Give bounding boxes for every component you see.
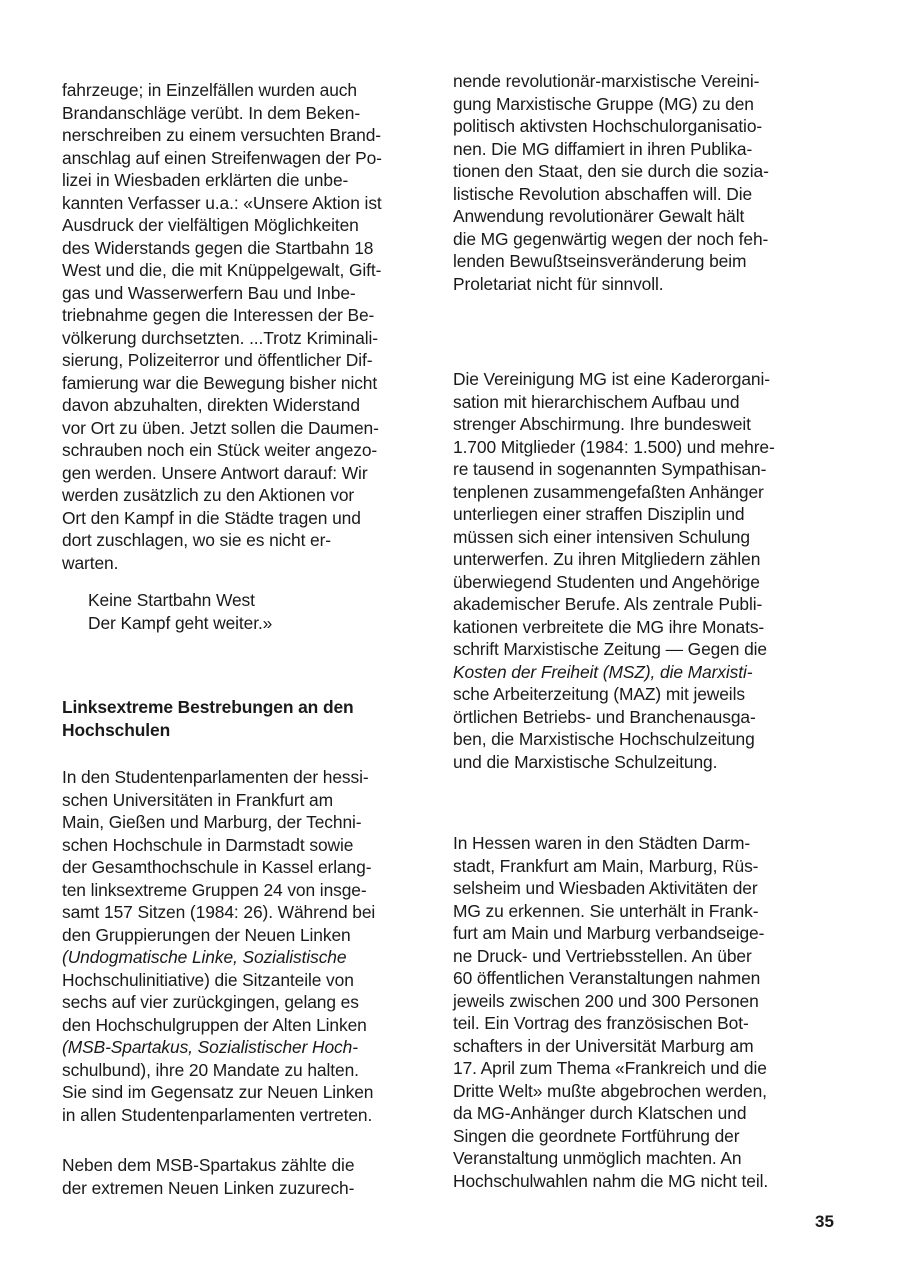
text-line: da MG-Anhänger durch Klatschen und — [453, 1103, 747, 1123]
text-line: sation mit hierarchischem Aufbau und — [453, 391, 740, 412]
text-line: famierung war die Bewegung bisher nicht — [62, 372, 378, 393]
text-line: Proletariat nicht für sinnvoll. — [453, 273, 664, 294]
text-line: Brandanschläge verübt. In dem Beken- — [62, 102, 361, 123]
text-line: den Gruppierungen der Neuen Linken — [62, 924, 351, 945]
text-line: unterwerfen. Zu ihren Mitgliedern zählen — [453, 549, 761, 569]
text-line: (Undogmatische Linke, Sozialistische — [62, 947, 347, 967]
quote-line: Der Kampf geht weiter.» — [88, 612, 273, 633]
page-number: 35 — [815, 1212, 834, 1231]
text-line: kannten Verfasser u.a.: «Unsere Aktion ist — [62, 192, 382, 213]
text-line: gas und Wasserwerfern Bau und Inbe- — [62, 282, 356, 303]
text-line: schulbund), ihre 20 Mandate zu halten. — [62, 1059, 359, 1080]
text-line: 60 öffentlichen Veranstaltungen nahmen — [453, 968, 761, 988]
right-paragraph-2 — [453, 368, 829, 773]
text-line: strenger Abschirmung. Ihre bundesweit — [453, 414, 751, 434]
text-line: schrauben noch ein Stück weiter angezo- — [62, 440, 378, 460]
left-paragraph-2 — [62, 766, 419, 1126]
text-line: schen Universitäten in Frankfurt am — [62, 789, 333, 810]
text-line: furt am Main und Marburg verbandseige- — [453, 923, 765, 943]
text-line: tionen den Staat, den sie durch die sozia- — [453, 161, 769, 181]
text-line: des Widerstands gegen die Startbahn 18 — [62, 237, 374, 258]
text-line: ben, die Marxistische Hochschulzeitung — [453, 729, 755, 749]
text-line: re tausend in sogenannten Sympathisan- — [453, 459, 767, 479]
text-line: Neben dem MSB-Spartakus zählte die — [62, 1155, 355, 1175]
text-line: Kosten der Freiheit (MSZ), die Marxisti- — [453, 661, 753, 682]
quote-block — [62, 589, 445, 634]
text-line: kationen verbreitete die MG ihre Monats- — [453, 616, 765, 637]
text-line: müssen sich einer intensiven Schulung — [453, 526, 750, 547]
text-line: triebnahme gegen die Interessen der Be- — [62, 305, 375, 325]
text-line: nende revolutionär-marxistische Vereini- — [453, 71, 760, 91]
text-line: Anwendung revolutionärer Gewalt hält — [453, 206, 745, 226]
left-paragraph-3 — [62, 1154, 419, 1199]
text-line: samt 157 Sitzen (1984: 26). Während bei — [62, 902, 376, 922]
text-line: Main, Gießen und Marburg, der Techni- — [62, 812, 362, 832]
text-line: davon abzuhalten, direkten Widerstand — [62, 395, 360, 415]
text-line: der Gesamthochschule in Kassel erlang- — [62, 857, 372, 877]
text-line: und die Marxistische Schulzeitung. — [453, 751, 718, 772]
text-line: ne Druck- und Vertriebsstellen. An über — [453, 945, 752, 966]
text-line: nen. Die MG diffamiert in ihren Publika- — [453, 138, 753, 159]
text-line: fahrzeuge; in Einzelfällen wurden auch — [62, 80, 357, 100]
text-line: Hochschulinitiative) die Sitzanteile von — [62, 969, 354, 990]
text-line: unterliegen einer straffen Disziplin und — [453, 504, 745, 524]
text-line: listische Revolution abschaffen will. Die — [453, 183, 753, 204]
text-line: Die Vereinigung MG ist eine Kaderorgani- — [453, 369, 770, 389]
heading-line: Linksextreme Bestrebungen an den — [62, 697, 354, 717]
text-line: In den Studentenparlamenten der hessi- — [62, 767, 369, 787]
text-line: sche Arbeiterzeitung (MAZ) mit jeweils — [453, 684, 745, 704]
text-line: Sie sind im Gegensatz zur Neuen Linken — [62, 1082, 374, 1102]
text-line: stadt, Frankfurt am Main, Marburg, Rüs- — [453, 855, 759, 876]
text-line: Ausdruck der vielfältigen Möglichkeiten — [62, 215, 359, 235]
text-line: tenplenen zusammengefaßten Anhänger — [453, 481, 764, 502]
text-line: jeweils zwischen 200 und 300 Personen — [453, 990, 759, 1011]
text-line: schafters in der Universität Marburg am — [453, 1035, 754, 1056]
text-line: sierung, Polizeiterror und öffentlicher Dif- — [62, 350, 373, 370]
text-line: die MG gegenwärtig wegen der noch feh- — [453, 228, 769, 249]
right-paragraph-3 — [453, 832, 829, 1192]
text-line: völkerung durchsetzten. ...Trotz Kriminali- — [62, 327, 378, 348]
text-line: politisch aktivsten Hochschulorganisatio- — [453, 116, 763, 136]
text-line: lenden Bewußtseinsveränderung beim — [453, 251, 747, 271]
text-line: Veranstaltung unmöglich machten. An — [453, 1148, 742, 1168]
heading-line: Hochschulen — [62, 719, 171, 740]
text-line: West und die, die mit Knüppelgewalt, Gift- — [62, 260, 382, 280]
left-paragraph-1 — [62, 79, 419, 574]
text-line: schen Hochschule in Darmstadt sowie — [62, 834, 354, 855]
text-line: den Hochschulgruppen der Alten Linken — [62, 1014, 367, 1035]
text-line: anschlag auf einen Streifenwagen der Po- — [62, 147, 382, 168]
text-line: teil. Ein Vortrag des französischen Bot- — [453, 1013, 749, 1033]
text-line: Hochschulwahlen nahm die MG nicht teil. — [453, 1170, 769, 1191]
text-line: akademischer Berufe. Als zentrale Publi- — [453, 594, 763, 614]
text-line: örtlichen Betriebs- und Branchenausga- — [453, 706, 756, 727]
text-line: Dritte Welt» mußte abgebrochen werden, — [453, 1080, 767, 1101]
section-heading — [62, 696, 419, 741]
text-line: MG zu erkennen. Sie unterhält in Frank- — [453, 900, 759, 921]
text-line: in allen Studentenparlamenten vertreten. — [62, 1104, 373, 1125]
text-line: ten linksextreme Gruppen 24 von insge- — [62, 879, 367, 900]
text-line: vor Ort zu üben. Jetzt sollen die Daumen- — [62, 417, 379, 438]
text-line: selsheim und Wiesbaden Aktivitäten der — [453, 878, 758, 898]
text-line: (MSB-Spartakus, Sozialistischer Hoch- — [62, 1037, 358, 1057]
text-line: lizei in Wiesbaden erklärten die unbe- — [62, 170, 349, 190]
quote-line: Keine Startbahn West — [88, 590, 255, 610]
text-line: gung Marxistische Gruppe (MG) zu den — [453, 93, 754, 114]
text-line: überwiegend Studenten und Angehörige — [453, 571, 760, 592]
text-line: nerschreiben zu einem versuchten Brand- — [62, 125, 381, 145]
text-line: warten. — [62, 552, 119, 573]
text-line: In Hessen waren in den Städten Darm- — [453, 833, 751, 853]
text-line: 1.700 Mitglieder (1984: 1.500) und mehre- — [453, 436, 775, 457]
text-line: schrift Marxistische Zeitung — Gegen die — [453, 639, 767, 659]
text-line: Ort den Kampf in die Städte tragen und — [62, 507, 361, 528]
right-paragraph-1 — [453, 70, 829, 295]
text-line: der extremen Neuen Linken zuzurech- — [62, 1177, 355, 1198]
text-line: 17. April zum Thema «Frankreich und die — [453, 1058, 767, 1078]
text-line: Singen die geordnete Fortführung der — [453, 1125, 740, 1146]
text-line: gen werden. Unsere Antwort darauf: Wir — [62, 462, 368, 483]
text-line: dort zuschlagen, wo sie es nicht er- — [62, 530, 331, 550]
text-line: werden zusätzlich zu den Aktionen vor — [62, 485, 355, 505]
text-line: sechs auf vier zurückgingen, gelang es — [62, 992, 359, 1012]
